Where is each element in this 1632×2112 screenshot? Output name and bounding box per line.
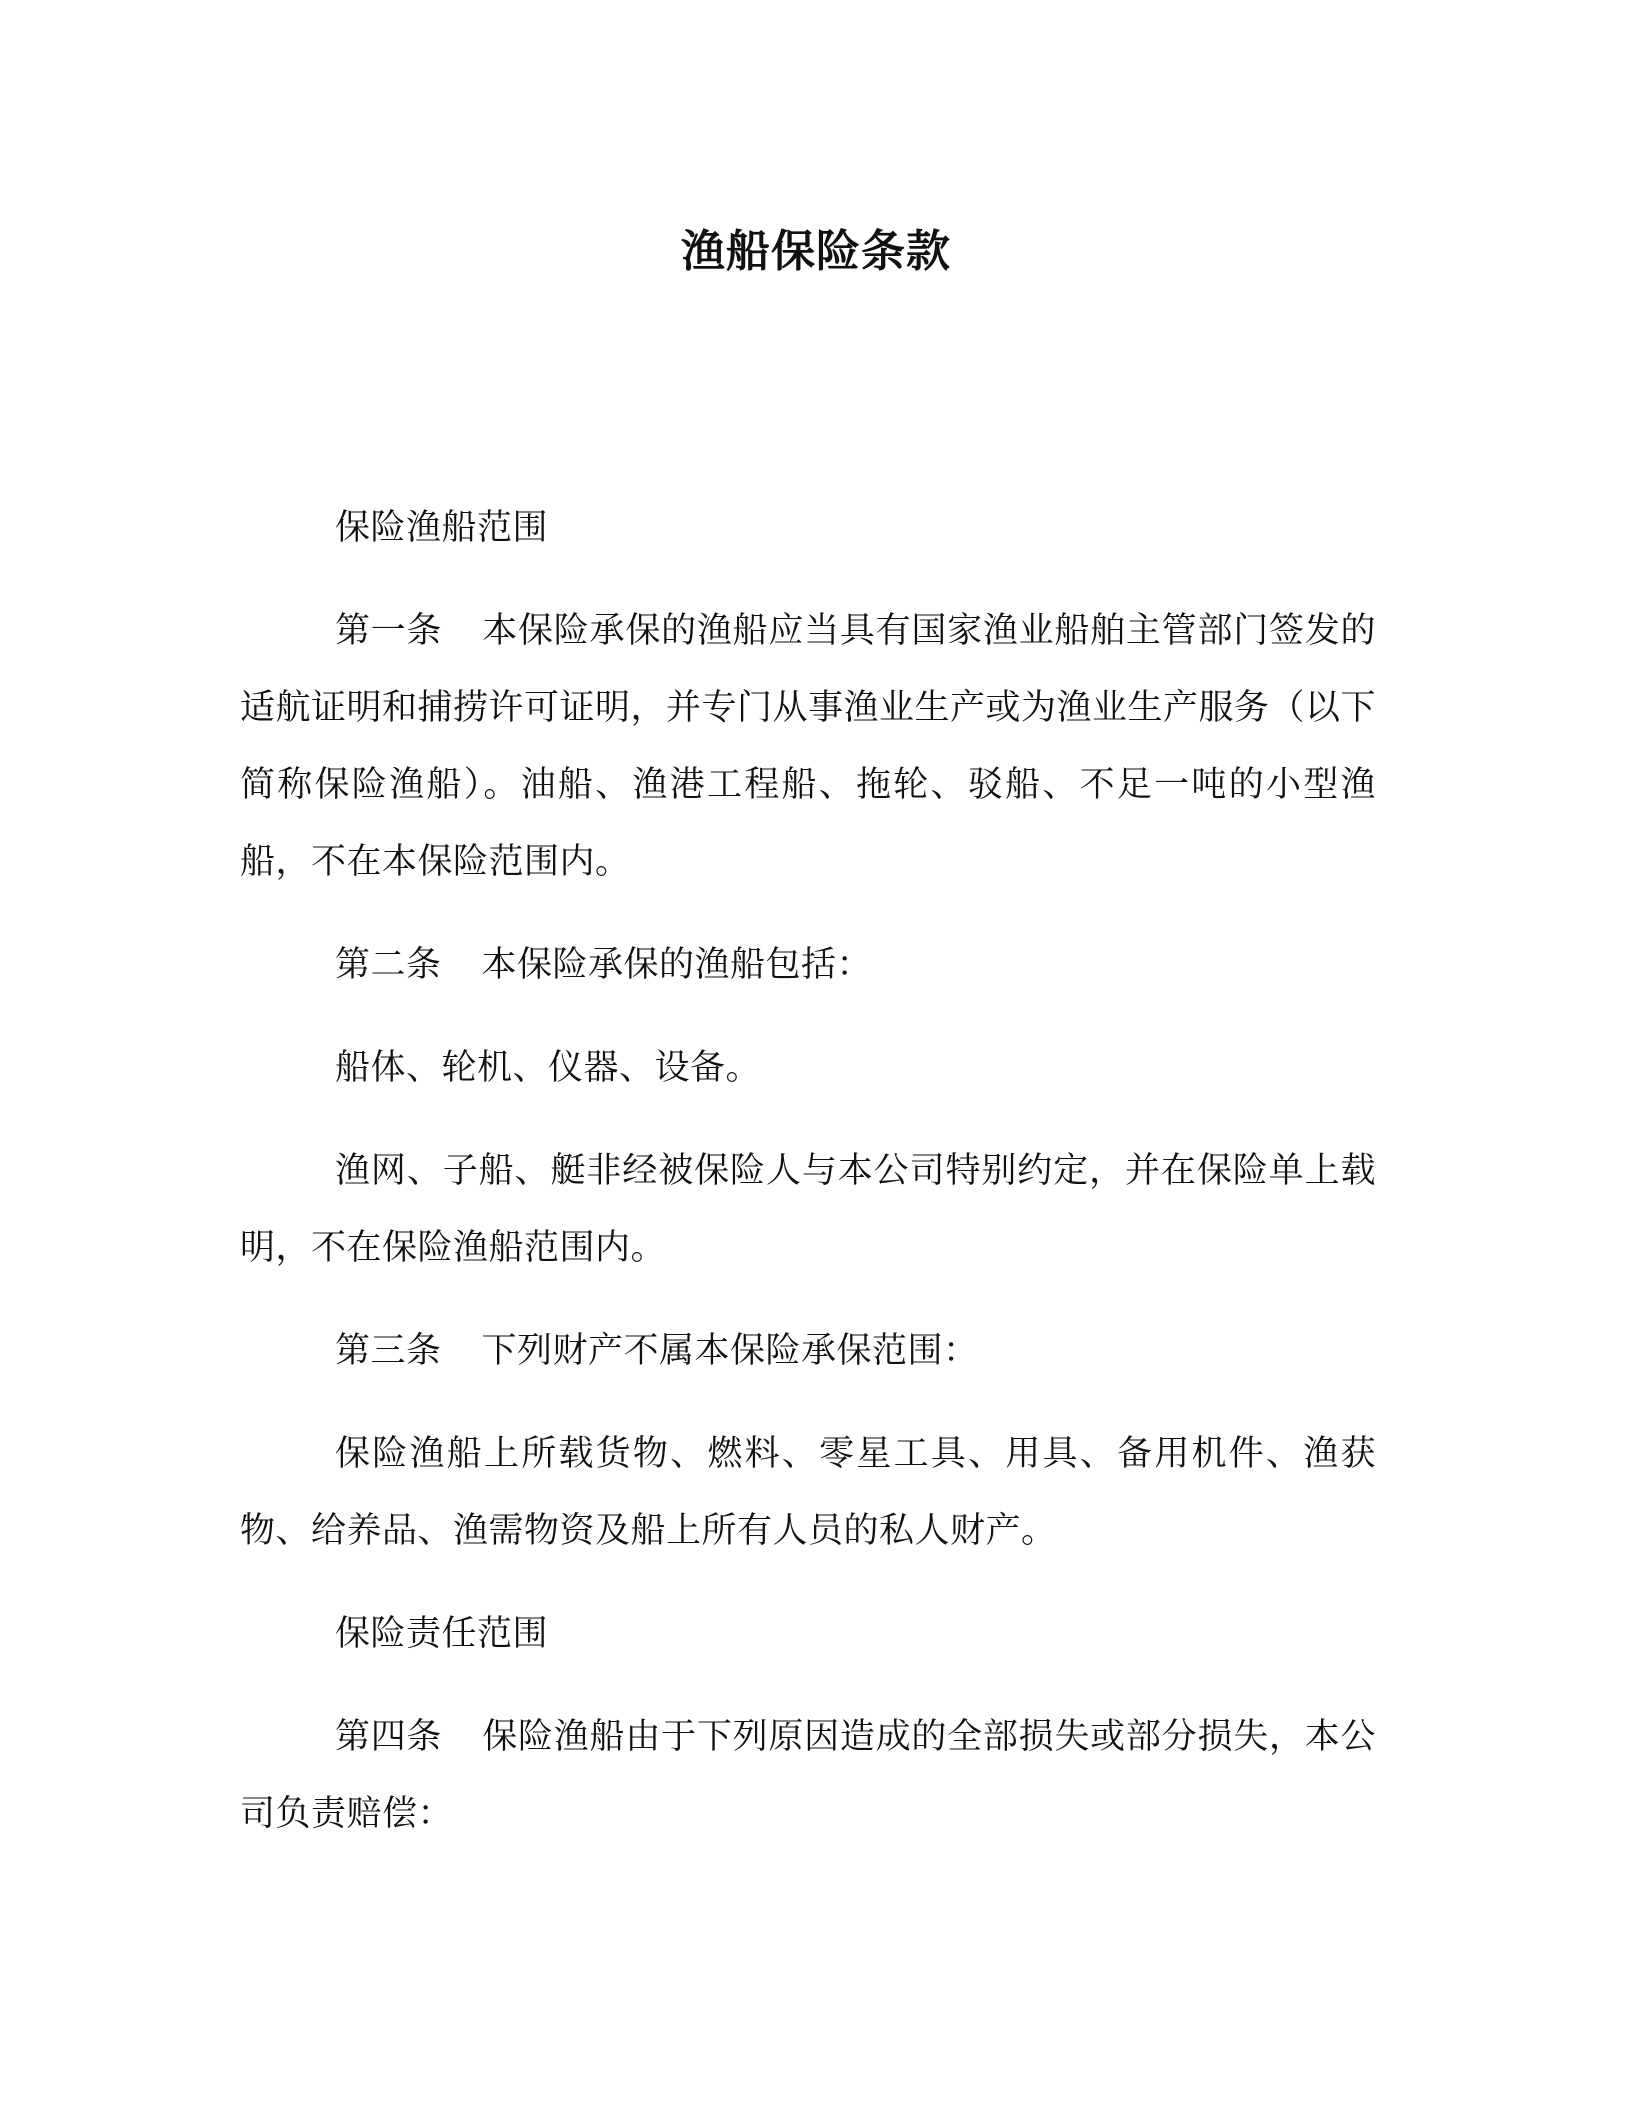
article-3 — [240, 1313, 1376, 1390]
article-1 — [240, 593, 1376, 901]
document-title: 渔船保险条款 — [681, 226, 951, 277]
paragraph-text: 保险渔船上所载货物、燃料、零星工具、用具、备用机件、渔获物、给养品、渔需物资及船上所有人员的私人财产。 — [240, 1434, 1376, 1551]
article-number: 第二条 — [335, 945, 442, 985]
section-heading-text: 保险责任范围 — [335, 1614, 549, 1654]
paragraph-hull-items — [240, 1030, 1376, 1107]
article-text: 本保险承保的渔船包括： — [481, 945, 873, 985]
paragraph-text: 渔网、子船、艇非经被保险人与本公司特别约定，并在保险单上载明，不在保险渔船范围内。 — [240, 1151, 1376, 1268]
article-number: 第三条 — [335, 1331, 442, 1371]
section-heading-liability — [240, 1596, 1376, 1673]
document-body — [240, 490, 1376, 1879]
article-2 — [240, 927, 1376, 1004]
article-number: 第四条 — [335, 1717, 443, 1757]
article-4 — [240, 1699, 1376, 1853]
article-text: 下列财产不属本保险承保范围： — [481, 1331, 979, 1371]
paragraph-text: 船体、轮机、仪器、设备。 — [335, 1048, 762, 1088]
article-text: 保险渔船由于下列原因造成的全部损失或部分损失，本公司负责赔偿： — [240, 1717, 1376, 1834]
article-text: 本保险承保的渔船应当具有国家渔业船舶主管部门签发的适航证明和捕捞许可证明，并专门从事渔业生产或为渔业生产服务（以下简称保险渔船）。油船、渔港工程船、拖轮、驳船、不足一吨的小型渔船，不在本保险范围内。 — [240, 611, 1377, 882]
section-heading-text: 保险渔船范围 — [335, 508, 549, 548]
paragraph-nets-exclusion — [240, 1133, 1376, 1287]
article-number: 第一条 — [335, 611, 443, 651]
section-heading-scope — [240, 490, 1376, 567]
paragraph-excluded-property — [240, 1416, 1376, 1570]
